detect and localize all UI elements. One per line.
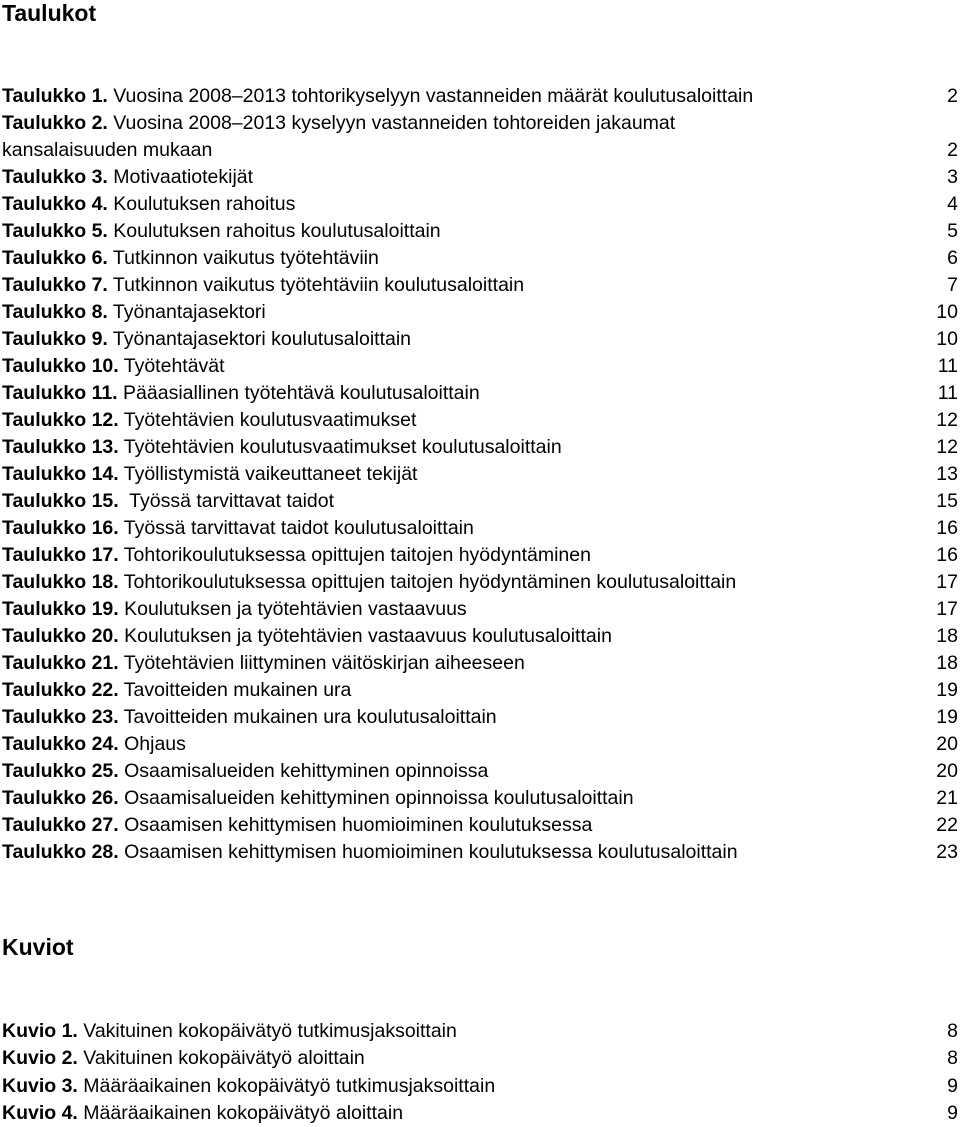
table-entry[interactable] xyxy=(2,758,958,785)
entry-title: Motivaatiotekijät xyxy=(107,166,254,188)
entry-number: Taulukko 13. xyxy=(2,436,119,458)
entry-page-number: 4 xyxy=(947,193,958,215)
entry-page-number: 20 xyxy=(936,733,958,755)
entry-page-number: 17 xyxy=(936,598,958,620)
entry-page-number: 18 xyxy=(936,625,958,647)
table-entry[interactable] xyxy=(2,731,958,758)
entry-page-number: 10 xyxy=(936,301,958,323)
entry-title: Osaamisen kehittymisen huomioiminen koulutuksessa xyxy=(118,814,593,836)
table-entry[interactable] xyxy=(2,110,958,137)
entry-page-number: 23 xyxy=(936,841,958,863)
table-entry[interactable] xyxy=(2,434,958,461)
entry-page-number: 15 xyxy=(936,490,958,512)
entry-number: Kuvio 3. xyxy=(2,1074,78,1097)
entry-title: Osaamisalueiden kehittyminen opinnoissa koulutusaloittain xyxy=(118,787,634,809)
entry-number: Taulukko 11. xyxy=(2,382,118,404)
entry-title: Koulutuksen rahoitus xyxy=(107,193,296,215)
entry-number: Taulukko 4. xyxy=(2,193,108,215)
figure-entry[interactable] xyxy=(2,1100,958,1127)
entry-number: Taulukko 2. xyxy=(2,112,108,134)
entry-title: Työnantajasektori xyxy=(107,301,266,323)
table-entry[interactable] xyxy=(2,704,958,731)
entry-number: Taulukko 20. xyxy=(2,625,119,647)
entry-title: Koulutuksen ja työtehtävien vastaavuus xyxy=(118,598,467,620)
entry-page-number: 13 xyxy=(936,463,958,485)
entry-title: Osaamisalueiden kehittyminen opinnoissa xyxy=(118,760,489,782)
entry-page-number: 16 xyxy=(936,517,958,539)
entry-page-number: 19 xyxy=(936,706,958,728)
table-entry[interactable] xyxy=(2,272,958,299)
table-entry[interactable] xyxy=(2,785,958,812)
entry-number: Taulukko 7. xyxy=(2,274,108,296)
entry-page-number: 2 xyxy=(947,85,958,107)
entry-number: Taulukko 5. xyxy=(2,220,108,242)
entry-title: Tutkinnon vaikutus työtehtäviin xyxy=(107,247,379,269)
entry-page-number: 6 xyxy=(947,247,958,269)
entry-title: Tavoitteiden mukainen ura xyxy=(118,679,352,701)
entry-title: Työtehtävien liittyminen väitöskirjan aiheeseen xyxy=(118,652,525,674)
table-entry[interactable] xyxy=(2,596,958,623)
entry-page-number: 12 xyxy=(936,436,958,458)
tables-heading: Taulukot xyxy=(2,0,97,26)
figures-list xyxy=(2,1018,958,1127)
entry-title: Työssä tarvittavat taidot koulutusaloittain xyxy=(118,517,474,539)
entry-page-number: 11 xyxy=(937,355,958,377)
entry-page-number: 18 xyxy=(936,652,958,674)
table-entry[interactable] xyxy=(2,245,958,272)
entry-title: kansalaisuuden mukaan xyxy=(2,139,213,161)
table-entry[interactable] xyxy=(2,326,958,353)
entry-title: Tohtorikoulutuksessa opittujen taitojen hyödyntäminen xyxy=(118,544,591,566)
table-entry[interactable] xyxy=(2,191,958,218)
entry-title: Määräaikainen kokopäivätyö tutkimusjaksoittain xyxy=(77,1074,496,1097)
entry-title: Osaamisen kehittymisen huomioiminen koulutuksessa koulutusaloittain xyxy=(118,841,738,863)
entry-page-number: 22 xyxy=(936,814,958,836)
entry-number: Taulukko 3. xyxy=(2,166,108,188)
entry-title: Koulutuksen ja työtehtävien vastaavuus koulutusaloittain xyxy=(118,625,612,647)
entry-title: Vakituinen kokopäivätyö tutkimusjaksoittain xyxy=(77,1020,457,1042)
table-entry[interactable] xyxy=(2,488,958,515)
entry-title: Työssä tarvittavat taidot xyxy=(118,490,335,512)
entry-number: Taulukko 22. xyxy=(2,679,119,701)
entry-title: Tavoitteiden mukainen ura koulutusaloittain xyxy=(118,706,497,728)
entry-page-number: 12 xyxy=(936,409,958,431)
table-entry[interactable] xyxy=(2,542,958,569)
entry-number: Taulukko 12. xyxy=(2,409,119,431)
entry-number: Kuvio 1. xyxy=(2,1020,78,1042)
entry-title: Pääasiallinen työtehtävä koulutusaloittain xyxy=(117,382,480,404)
entry-page-number: 2 xyxy=(947,139,958,161)
entry-title: Ohjaus xyxy=(118,733,186,755)
entry-title: Vakituinen kokopäivätyö aloittain xyxy=(77,1047,365,1070)
entry-number: Taulukko 16. xyxy=(2,517,119,539)
table-entry[interactable] xyxy=(2,677,958,704)
entry-number: Taulukko 9. xyxy=(2,328,108,350)
entry-number: Taulukko 18. xyxy=(2,571,119,593)
table-entry[interactable] xyxy=(2,515,958,542)
entry-title: Työtehtävät xyxy=(118,355,225,377)
table-entry[interactable] xyxy=(2,812,958,839)
table-entry[interactable] xyxy=(2,650,958,677)
entry-title: Koulutuksen rahoitus koulutusaloittain xyxy=(107,220,441,242)
entry-title: Tutkinnon vaikutus työtehtäviin koulutusaloittain xyxy=(107,274,525,296)
entry-page-number: 3 xyxy=(947,166,958,188)
entry-number: Taulukko 24. xyxy=(2,733,119,755)
entry-page-number: 5 xyxy=(947,220,958,242)
entry-number: Taulukko 21. xyxy=(2,652,119,674)
entry-number: Taulukko 27. xyxy=(2,814,119,836)
entry-title: Vuosina 2008–2013 kyselyyn vastanneiden tohtoreiden jakaumat xyxy=(107,112,676,134)
entry-page-number: 20 xyxy=(936,760,958,782)
entry-page-number: 8 xyxy=(947,1020,958,1042)
entry-number: Taulukko 15. xyxy=(2,490,119,512)
entry-number: Taulukko 17. xyxy=(2,544,119,566)
table-entry[interactable] xyxy=(2,569,958,596)
figure-entry[interactable] xyxy=(2,1073,958,1100)
table-entry[interactable] xyxy=(2,137,958,164)
entry-title: Tohtorikoulutuksessa opittujen taitojen hyödyntäminen koulutusaloittain xyxy=(118,571,737,593)
entry-number: Taulukko 1. xyxy=(2,85,108,107)
table-entry[interactable] xyxy=(2,407,958,434)
entry-page-number: 9 xyxy=(947,1101,958,1124)
entry-page-number: 7 xyxy=(947,274,958,296)
figures-heading: Kuviot xyxy=(2,934,74,960)
entry-number: Taulukko 25. xyxy=(2,760,119,782)
entry-page-number: 19 xyxy=(936,679,958,701)
entry-page-number: 16 xyxy=(936,544,958,566)
entry-number: Taulukko 19. xyxy=(2,598,119,620)
entry-number: Taulukko 23. xyxy=(2,706,119,728)
entry-title: Työllistymistä vaikeuttaneet tekijät xyxy=(118,463,418,485)
entry-number: Taulukko 26. xyxy=(2,787,119,809)
entry-title: Työtehtävien koulutusvaatimukset koulutusaloittain xyxy=(118,436,562,458)
entry-page-number: 9 xyxy=(947,1074,958,1097)
entry-number: Kuvio 2. xyxy=(2,1047,78,1070)
table-entry[interactable] xyxy=(2,380,958,407)
entry-number: Taulukko 8. xyxy=(2,301,108,323)
entry-title: Määräaikainen kokopäivätyö aloittain xyxy=(77,1101,404,1124)
entry-number: Taulukko 28. xyxy=(2,841,119,863)
entry-page-number: 11 xyxy=(937,382,958,404)
entry-number: Taulukko 10. xyxy=(2,355,119,377)
entry-number: Taulukko 14. xyxy=(2,463,119,485)
table-entry[interactable] xyxy=(2,461,958,488)
table-entry[interactable] xyxy=(2,299,958,326)
entry-page-number: 17 xyxy=(936,571,958,593)
table-entry[interactable] xyxy=(2,353,958,380)
figure-entry[interactable] xyxy=(2,1018,958,1045)
entry-number: Taulukko 6. xyxy=(2,247,108,269)
entry-number: Kuvio 4. xyxy=(2,1101,78,1124)
entry-page-number: 10 xyxy=(936,328,958,350)
entry-title: Vuosina 2008–2013 tohtorikyselyyn vastanneiden määrät koulutusaloittain xyxy=(107,85,754,107)
table-entry[interactable] xyxy=(2,623,958,650)
table-entry[interactable] xyxy=(2,83,958,110)
table-entry[interactable] xyxy=(2,218,958,245)
entry-title: Työnantajasektori koulutusaloittain xyxy=(107,328,412,350)
entry-page-number: 21 xyxy=(936,787,958,809)
entry-page-number: 8 xyxy=(947,1047,958,1070)
table-entry[interactable] xyxy=(2,164,958,191)
table-entry[interactable] xyxy=(2,839,958,866)
figure-entry[interactable] xyxy=(2,1045,958,1072)
tables-list xyxy=(2,83,958,866)
entry-title: Työtehtävien koulutusvaatimukset xyxy=(118,409,417,431)
